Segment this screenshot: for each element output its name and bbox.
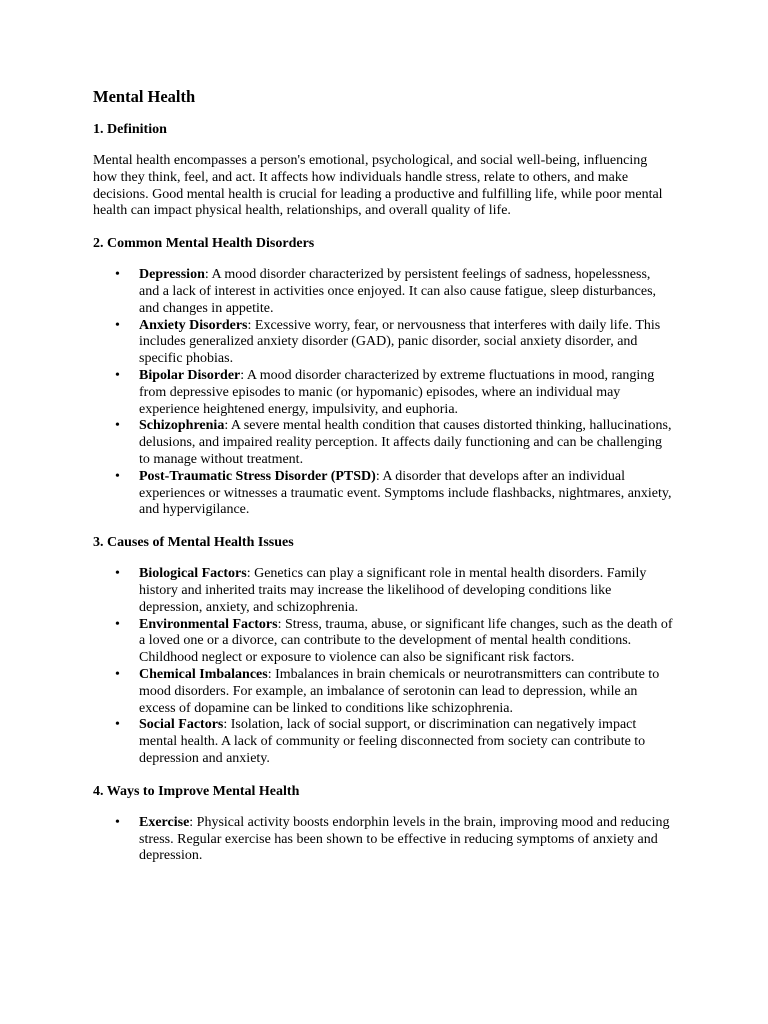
item-term: Environmental Factors bbox=[139, 616, 278, 632]
bullet-icon: • bbox=[115, 418, 120, 434]
item-text: : Isolation, lack of social support, or discrimination can negatively impact mental health. A lack of community or feeling disconnected from society can contribute to depression and anxiety. bbox=[139, 717, 646, 766]
item-term: Bipolar Disorder bbox=[139, 367, 241, 383]
document-title: Mental Health bbox=[93, 87, 196, 106]
definition-paragraph: Mental health encompasses a person's emotional, psychological, and social well-being, influencing how they think, feel, and act. It affects how individuals handle stress, relate to others, and make decisions. Good mental health is crucial for leading a productive and fulfilling life, while poor mental health can impact physical health, relationships, and overall quality of life. bbox=[93, 153, 663, 219]
item-term: Chemical Imbalances bbox=[139, 666, 268, 682]
list-item bbox=[93, 717, 673, 767]
list-item bbox=[93, 318, 673, 368]
bullet-icon: • bbox=[115, 267, 120, 283]
improve-list bbox=[93, 815, 673, 865]
bullet-icon: • bbox=[115, 666, 120, 682]
bullet-icon: • bbox=[115, 814, 120, 830]
item-term: Exercise bbox=[139, 814, 190, 830]
list-item bbox=[93, 469, 673, 519]
section-heading-definition: 1. Definition bbox=[93, 122, 167, 137]
item-text: : Stress, trauma, abuse, or significant life changes, such as the death of a loved one or a divorce, can contribute to the development of mental health conditions. Childhood neglect or exposure to violence can also be significant risk factors. bbox=[139, 616, 673, 666]
item-term: Post-Traumatic Stress Disorder (PTSD) bbox=[139, 468, 376, 484]
item-text: : A mood disorder characterized by persistent feelings of sadness, hopelessness, and a lack of interest in activities once enjoyed. It can also cause fatigue, sleep disturbances, and changes in appetite. bbox=[139, 267, 657, 316]
item-term: Depression bbox=[139, 267, 205, 283]
document-page bbox=[93, 86, 673, 880]
list-item bbox=[93, 815, 673, 865]
section-heading-improve: 4. Ways to Improve Mental Health bbox=[93, 783, 300, 799]
list-item bbox=[93, 617, 673, 667]
disorders-list bbox=[93, 267, 673, 519]
list-item bbox=[93, 267, 673, 317]
bullet-icon: • bbox=[115, 566, 120, 582]
bullet-icon: • bbox=[115, 616, 120, 632]
list-item bbox=[93, 368, 673, 418]
list-item bbox=[93, 418, 673, 468]
causes-list bbox=[93, 566, 673, 768]
bullet-icon: • bbox=[115, 317, 120, 333]
bullet-icon: • bbox=[115, 717, 120, 733]
item-text: : A mood disorder characterized by extreme fluctuations in mood, ranging from depressive episodes to manic (or hypomanic) episodes, where an individual may experience heightened energy, impulsivity, and euphoria. bbox=[139, 367, 655, 417]
item-text: : A severe mental health condition that causes distorted thinking, hallucinations, delusions, and impaired reality perception. It affects daily functioning and can be challenging to manage without treatment. bbox=[139, 418, 672, 467]
section-heading-causes: 3. Causes of Mental Health Issues bbox=[93, 535, 294, 551]
item-text: : Genetics can play a significant role in mental health disorders. Family history and inherited traits may increase the likelihood of developing conditions like depression, anxiety, and schizophrenia. bbox=[139, 566, 647, 615]
item-term: Biological Factors bbox=[139, 566, 247, 582]
item-term: Social Factors bbox=[139, 717, 224, 733]
bullet-icon: • bbox=[115, 367, 120, 383]
item-text: : Imbalances in brain chemicals or neurotransmitters can contribute to mood disorders. For example, an imbalance of serotonin can lead to depression, while an excess of dopamine can be linked to conditions like schizophrenia. bbox=[139, 666, 660, 716]
item-text: : Excessive worry, fear, or nervousness that interferes with daily life. This includes generalized anxiety disorder (GAD), panic disorder, social anxiety disorder, and specific phobias. bbox=[139, 317, 661, 367]
item-term: Anxiety Disorders bbox=[139, 317, 248, 333]
item-term: Schizophrenia bbox=[139, 418, 225, 434]
list-item bbox=[93, 667, 673, 717]
section-heading-disorders: 2. Common Mental Health Disorders bbox=[93, 236, 315, 252]
list-item bbox=[93, 566, 673, 616]
item-text: : Physical activity boosts endorphin levels in the brain, improving mood and reducing stress. Regular exercise has been shown to be effective in reducing symptoms of anxiety and depression. bbox=[139, 814, 670, 864]
bullet-icon: • bbox=[115, 468, 120, 484]
item-text: : A disorder that develops after an individual experiences or witnesses a traumatic event. Symptoms include flashbacks, nightmares, anxiety, and hypervigilance. bbox=[139, 468, 672, 518]
